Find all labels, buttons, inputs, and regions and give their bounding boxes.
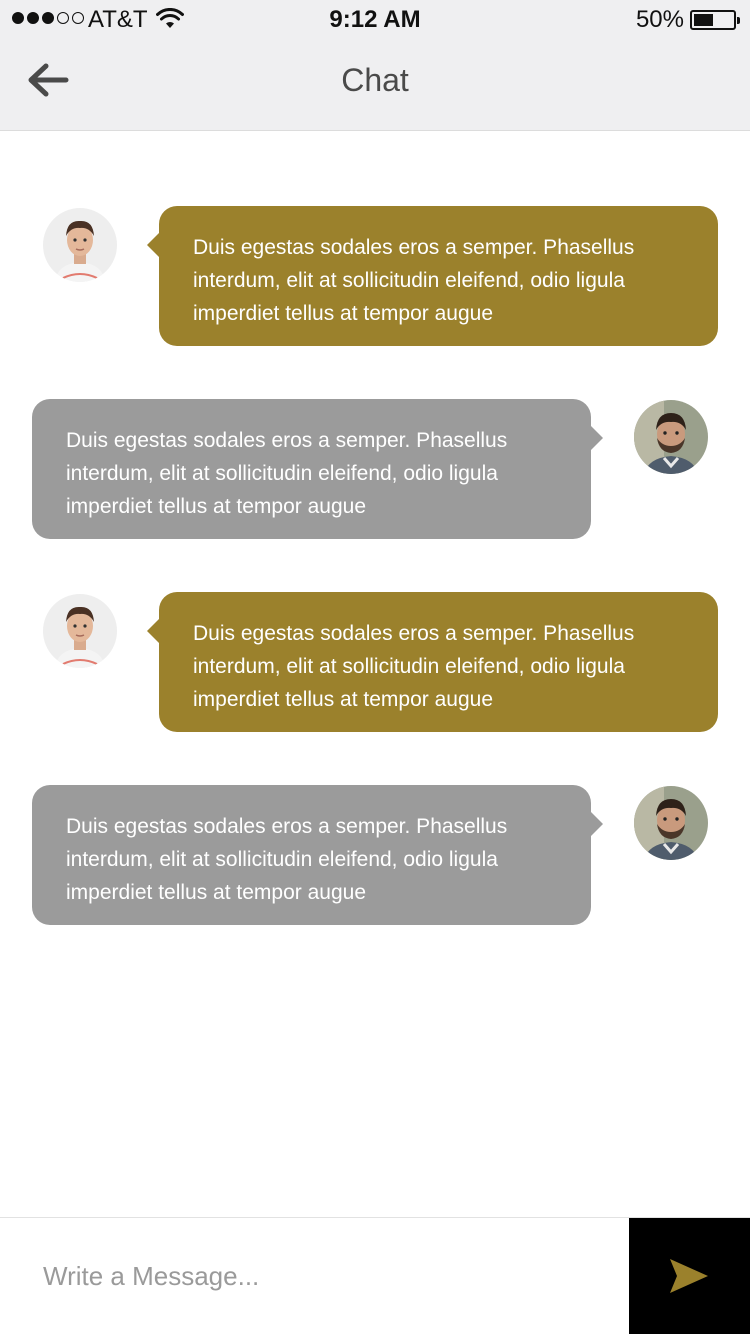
avatar-bearded-man[interactable] bbox=[634, 400, 708, 474]
message-composer bbox=[0, 1217, 750, 1334]
message-bubble-sent[interactable] bbox=[32, 399, 591, 539]
message-bubble-received[interactable] bbox=[159, 206, 718, 346]
message-text: Duis egestas sodales eros a semper. Phasellus interdum, elit at sollicitudin eleifend, odio ligula imperdiet tellus at tempor augue bbox=[193, 236, 635, 325]
message-text: Duis egestas sodales eros a semper. Phasellus interdum, elit at sollicitudin eleifend, odio ligula imperdiet tellus at tempor augue bbox=[66, 429, 508, 518]
message-text: Duis egestas sodales eros a semper. Phasellus interdum, elit at sollicitudin eleifend, odio ligula imperdiet tellus at tempor augue bbox=[193, 622, 635, 711]
avatar-young-man[interactable] bbox=[43, 208, 117, 282]
message-text: Duis egestas sodales eros a semper. Phasellus interdum, elit at sollicitudin eleifend, odio ligula imperdiet tellus at tempor augue bbox=[66, 815, 508, 904]
message-bubble-sent[interactable] bbox=[32, 785, 591, 925]
status-time: 9:12 AM bbox=[329, 6, 421, 33]
chat-thread[interactable] bbox=[0, 131, 750, 1217]
avatar-bearded-man[interactable] bbox=[634, 786, 708, 860]
battery-percent: 50% bbox=[635, 6, 684, 33]
status-bar bbox=[0, 0, 750, 40]
avatar-young-man[interactable] bbox=[43, 594, 117, 668]
message-input[interactable] bbox=[0, 1218, 629, 1334]
send-icon bbox=[669, 1258, 709, 1294]
page-title: Chat bbox=[341, 62, 409, 98]
carrier-name: AT&T bbox=[88, 6, 148, 33]
top-bar bbox=[0, 0, 750, 131]
send-button[interactable] bbox=[629, 1218, 750, 1334]
battery-icon bbox=[690, 10, 736, 30]
message-bubble-received[interactable] bbox=[159, 592, 718, 732]
